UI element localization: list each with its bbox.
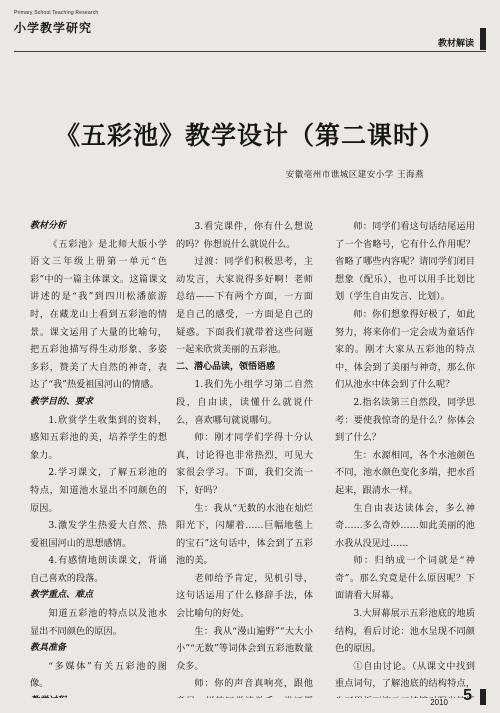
paragraph: 生：我从“漫山遍野”“大大小小”“无数”等词体会到五彩池数量众多。 — [176, 625, 313, 672]
paragraph: 师：你的声音真响亮，跟他 — [194, 678, 313, 690]
paragraph: 知道五彩池的特点以及池水显出不同颜色的原因。 — [30, 608, 167, 637]
paragraph: 3.看完课件，你有什么想说的吗？你想说什么就说什么。 — [176, 221, 313, 250]
section-label: 教材解读 — [437, 38, 474, 48]
paragraph: ①自由讨论。（从课文中找到重点词句，了解池底的结构特点， — [335, 660, 475, 690]
paragraph: 1.我们先小组学习第二自然段，自由读，读懂什么就说什么，喜欢哪句就说哪句。 — [176, 379, 313, 426]
paragraph: 3.激发学生热爱大自然、热爱祖国河山的思想感情。 — [30, 520, 167, 549]
footer-year: 2010 — [430, 698, 448, 707]
paragraph: “多媒体”有关五彩池的图像。 — [30, 660, 167, 690]
text-column-2 — [176, 218, 313, 698]
article-title: 《五彩池》教学设计（第二课时） — [54, 122, 445, 150]
paragraph: 生自由表达读体会，多么神奇……多么奇妙……如此美丽的池水我从没见过…… — [335, 502, 475, 549]
header-rule — [14, 51, 486, 52]
paragraph: 师：归纳成一个词就是“神奇”。那么究竟是什么原因呢？下面请看大屏幕。 — [335, 555, 475, 602]
paragraph: 2.学习课文，了解五彩池的特点，知道池水显出不同颜色的原因。 — [30, 467, 167, 514]
text-column-1 — [30, 218, 167, 698]
paragraph: 过渡：同学们积极思考，主动发言，大家说得多好啊！老师总结——下有两个方面，一方面是自己的感受，一方面是自己的疑惑。下面我们就带着这些问题一起来欣赏美丽的五彩池。 — [176, 256, 313, 356]
section-heading: 二、潜心品读，领悟语感 — [176, 361, 276, 372]
header-english-title: Primary School Teaching Research — [14, 10, 99, 16]
paragraph: 老师给予肯定，见机引导，这句话运用了什么修辞手法，体会比喻句的好处。 — [176, 572, 313, 620]
text-column-3 — [335, 218, 475, 698]
article-author: 安徽亳州市谯城区建安小学 王海燕 — [285, 170, 424, 180]
paragraph: 师：你们想象得好极了，如此努力，将来你们一定会成为童话作家的。刚才大家从五彩池的特点中，体会到了美丽与神奇，那么你们从池水中体会到了什么呢？ — [335, 308, 475, 391]
section-badge — [480, 28, 486, 50]
paragraph: 《五彩池》是北师大版小学语文三年级上册第一单元“色彩”中的一篇主体课文。这篇课文讲述的是“我”到四川松潘旅游时，在藏龙山上看到五彩池的情景。课文运用了大量的比喻句，把五彩池描写得生动形象、多姿多彩，赞美了大自然的神奇，表达了“我”热爱祖国河山的情感。 — [30, 238, 167, 391]
paragraph: 4.有感情地朗读课文，背诵自己喜欢的段落。 — [30, 555, 167, 584]
section-heading: 教具准备 — [30, 643, 67, 654]
paragraph: 2.指名读第三自然段，同学思考：要使我惊奇的是什么？你体会到了什么？ — [335, 396, 475, 444]
section-heading: 教材分析 — [30, 221, 67, 231]
footer-bar — [480, 689, 486, 705]
paragraph: 生：水源相同，各个水池颜色不同，池水颜色变化多端，把水舀起来，跟清水一样。 — [335, 449, 475, 496]
paragraph: 生：我从“无数的水池在灿烂阳光下，闪耀着……巨幅地毯上的宝石”这句话中，体会到了五彩池的美。 — [176, 502, 313, 567]
page-number: 5 — [463, 687, 472, 704]
paragraph: 师：同学们看这句话结尾运用了一个省略号，它有什么作用呢？省略了哪些内容呢？请同学们闭目想象（配乐），也可以用手比划比划（学生自由发言、比划）。 — [335, 221, 475, 303]
paragraph: 1.欣赏学生收集到的资料，感知五彩池的美，培养学生的想象力。 — [30, 414, 167, 461]
journal-title: 小学教学研究 — [14, 21, 93, 35]
section-heading: 教学目的、要求 — [30, 396, 94, 407]
paragraph: 师：刚才同学们学得十分认真，讨论得也非常热烈，可见大家很会学习。下面，我们交流一下，好吗？ — [176, 432, 313, 496]
section-heading: 教学重点、难点 — [30, 590, 94, 601]
paragraph: 3.大屏幕展示五彩池底的地质结构，看后讨论：池水呈现不同颜色的原因。 — [335, 608, 475, 655]
section-heading — [30, 693, 167, 698]
